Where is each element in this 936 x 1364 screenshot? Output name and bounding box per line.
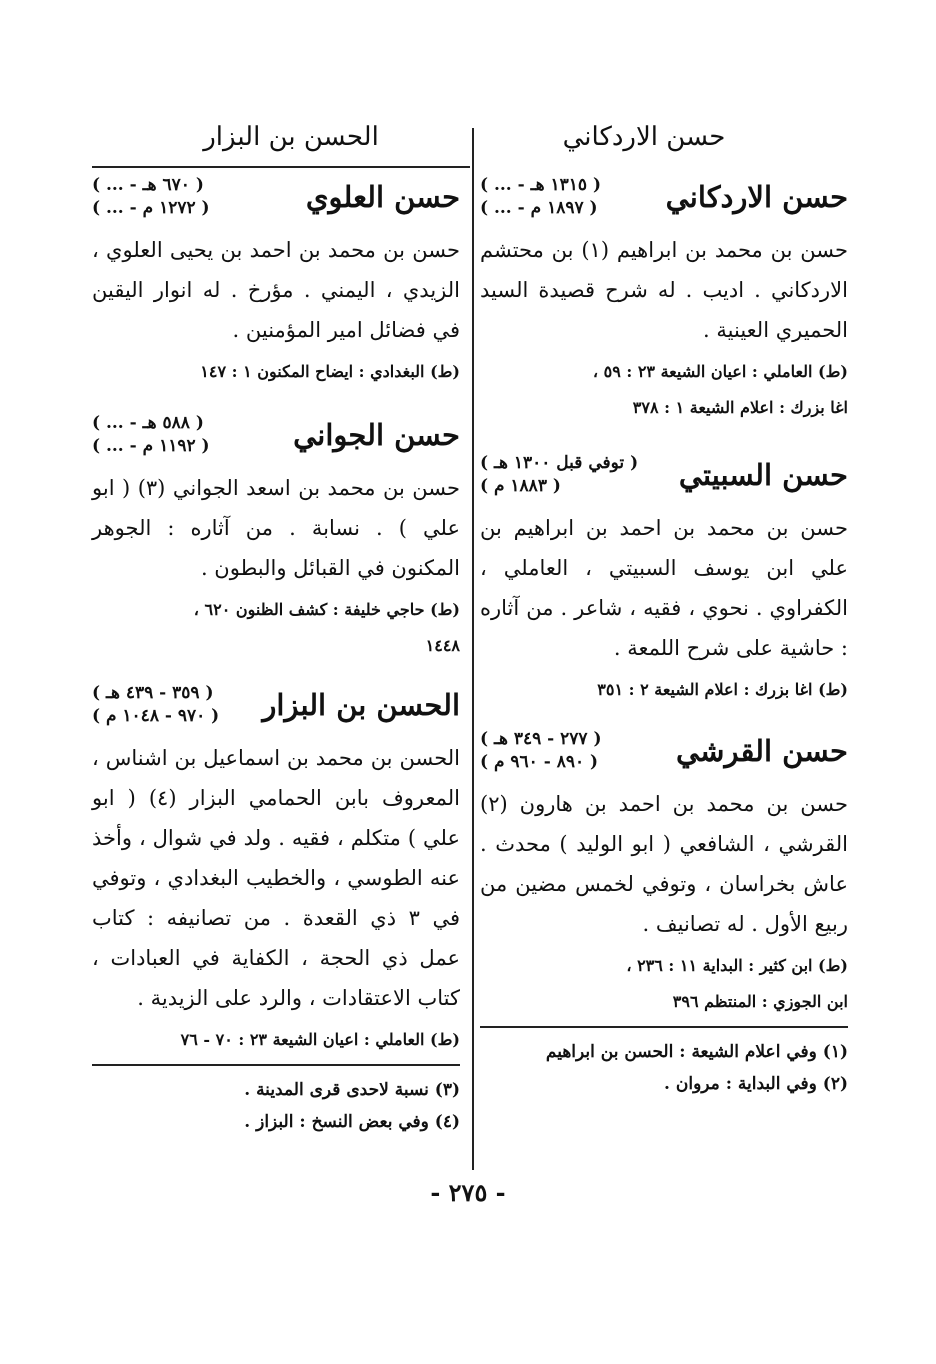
running-head-left: الحسن بن البزار (203, 122, 379, 152)
entry-name: حسن الاردكاني (665, 180, 848, 214)
date-hijri: ( ٣٥٩ - ٤٣٩ هـ ) (92, 683, 214, 703)
footnotes (92, 1064, 460, 1138)
entry (480, 452, 848, 704)
date-hijri: ( ... - ١٣١٥ هـ ) (480, 175, 601, 195)
date-gregorian: ( ١٨٨٣ م ) (480, 476, 561, 496)
entry-header (480, 452, 848, 498)
footnote: (٣) نسبة لاحدى قرى المدينة . (244, 1080, 460, 1100)
date-hijri: ( ... - ٥٨٨ هـ ) (92, 413, 204, 433)
entry-reference: ابن الجوزي : المنتظم ٣٩٦ (672, 992, 848, 1011)
date-gregorian: ( ٩٧٠ - ١٠٤٨ م ) (92, 706, 220, 726)
running-head-right: حسن الاردكاني (562, 122, 726, 152)
column-divider (472, 128, 474, 1170)
entry-reference: (ط) العاملي : اعيان الشيعة ٢٣ : ٥٩ ، (592, 362, 848, 381)
entry-body: حسن بن محمد بن اسعد الجواني (٣) ( ابو علي ) . نسابة . من آثاره : الجوهر المكنون في القبائل والبطون . (92, 476, 461, 580)
entry-dates (92, 412, 210, 458)
date-hijri: ( توفي قبل ١٣٠٠ هـ ) (480, 453, 639, 473)
entry-name: حسن العلوي (305, 180, 460, 214)
entry (92, 682, 460, 1054)
footnote: (١) وفي اعلام الشيعة : الحسن بن ابراهيم (545, 1042, 848, 1062)
entry-header (92, 174, 460, 220)
entry-header (92, 682, 460, 728)
date-hijri: ( ... - ٦٧٠ هـ ) (92, 175, 204, 195)
entry-header (480, 174, 848, 220)
date-gregorian: ( ٨٩٠ - ٩٦٠ م ) (480, 752, 599, 772)
entry-header (480, 728, 848, 774)
entry-name: حسن القرشي (675, 734, 848, 768)
footnotes (480, 1026, 848, 1100)
date-gregorian: ( ... - ١١٩٢ م ) (92, 436, 210, 456)
entry-body: حسن بن محمد بن ابراهيم (١) بن محتشم الاردكاني . اديب . له شرح قصيدة السيد الحميري العينية . (480, 238, 848, 342)
entry-name: الحسن بن البزار (262, 688, 460, 722)
entry (92, 174, 460, 386)
entry-header (92, 412, 460, 458)
entry-dates (92, 174, 210, 220)
page-number: - ٢٧٥ - (430, 1178, 506, 1207)
entry-body: الحسن بن محمد بن اسماعيل بن اشناس ، المعروف بابن الحمامي البزار (٤) ( ابو علي ) متكلم ، فقيه . ولد في شوال ، وأخذ عنه الطوسي ، والخطيب البغدادي ، وتوفي في ٣ ذي القعدة . من تصانيفه : كتاب عمل ذي الحجة ، الكفاية في العبادات ، كتاب الاعتقادات ، والرد على الزيدية . (92, 746, 461, 1010)
entry-reference: اغا بزرك : اعلام الشيعة ١ : ٣٧٨ (632, 398, 848, 417)
entry-reference: (ط) اغا بزرك : اعلام الشيعة ٢ : ٣٥١ (597, 680, 848, 699)
footnote: (٤) وفي بعض النسخ : البزاز . (244, 1112, 460, 1132)
entry (92, 412, 460, 660)
footnote: (٢) وفي البداية : مروان . (664, 1074, 848, 1094)
entry-reference: (ط) حاجي خليفة : كشف الظنون ٦٢٠ ، (193, 600, 460, 619)
date-gregorian: ( ... - ١٢٧٢ م ) (92, 198, 210, 218)
entry-body: حسن بن محمد بن احمد بن هارون (٢) القرشي ، الشافعي ( ابو الوليد ) محدث . عاش بخراسان ، وتوفي لخمس مضين من ربيع الأول . له تصانيف . (480, 792, 848, 936)
left-column (92, 112, 460, 1138)
entry-body: حسن بن محمد بن احمد بن ابراهيم بن علي ابن يوسف السبيتي ، العاملي ، الكفراوي . نحوي ، فقيه ، شاعر . من آثاره : حاشية على شرح اللمعة . (480, 516, 848, 660)
entry-reference: ١٤٤٨ (425, 636, 460, 655)
entry-name: حسن السبيتي (678, 458, 848, 492)
entry-body: حسن بن محمد بن احمد بن يحيى العلوي ، الزيدي ، اليمني . مؤرخ . له انوار اليقين في فضائل امير المؤمنين . (92, 238, 460, 342)
entry-reference: (ط) البغدادي : ايضاح المكنون ١ : ١٤٧ (200, 362, 460, 381)
entry-dates (92, 682, 219, 728)
entry (480, 728, 848, 1016)
entry-dates (480, 728, 602, 774)
date-hijri: ( ٢٧٧ - ٣٤٩ هـ ) (480, 729, 602, 749)
entry-reference: (ط) ابن كثير : البداية ١١ : ٢٣٦ ، (626, 956, 848, 975)
entry-dates (480, 174, 601, 220)
entry (480, 174, 848, 422)
entry-reference: (ط) العاملي : اعيان الشيعة ٢٣ : ٧٠ - ٧٦ (180, 1030, 460, 1049)
entry-name: حسن الجواني (293, 418, 460, 452)
right-column (480, 112, 848, 1100)
entry-dates (480, 452, 638, 498)
date-gregorian: ( ... - ١٨٩٧ م ) (480, 198, 598, 218)
